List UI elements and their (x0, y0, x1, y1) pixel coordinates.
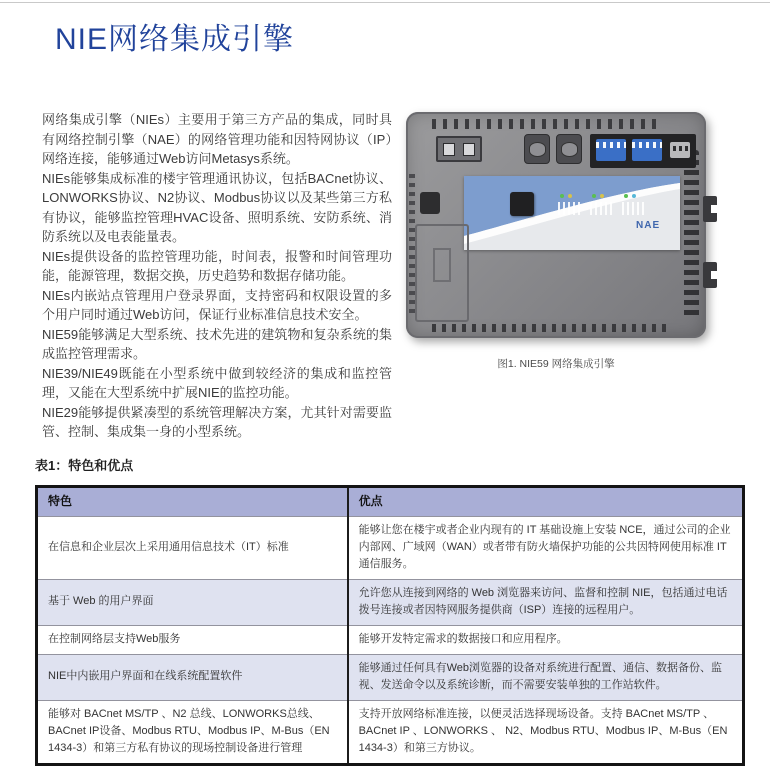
header-feature: 特色 (37, 487, 348, 517)
serial-pinfield (529, 142, 546, 157)
top-divider (0, 2, 770, 3)
feature-cell: 在信息和企业层次上采用通用信息技术（IT）标准 (37, 516, 348, 579)
page-title: NIE网络集成引擎 (55, 23, 295, 56)
device-terminal-band (590, 134, 696, 168)
table-row (37, 625, 744, 654)
benefit-cell: 能够通过任何具有Web浏览器的设备对系统进行配置、通信、数据备份、监视、发送命令以及系统诊断，而不需要安装单独的工作站软件。 (348, 654, 744, 700)
table-row (37, 700, 744, 764)
led-tick-group (590, 202, 612, 215)
panel-switch (510, 192, 534, 216)
intro-paragraph-4: NIEs内嵌站点管理用户登录界面，支持密码和权限设置的多个用户同时通过Web访问，保证行业标准信息技术安全。 (42, 287, 392, 322)
header-benefit: 优点 (348, 487, 744, 517)
door-latch (433, 248, 451, 282)
blue-terminal-block-1 (596, 139, 626, 161)
figure-caption: 图1. NIE59 网络集成引擎 (497, 358, 615, 370)
blue-terminal-block-2 (632, 139, 662, 161)
led-tick-group (558, 202, 580, 215)
din-rail-clip-2 (703, 262, 717, 288)
intro-paragraph-6: NIE39/NIE49既能在小型系统中做到较经济的集成和监控管理，又能在大型系统中扩展NIE的监控功能。 (42, 365, 392, 400)
device-switch (420, 192, 440, 214)
device-serial-port-1 (524, 134, 550, 164)
features-table (35, 485, 745, 766)
port-slot (463, 143, 475, 156)
intro-paragraph-5: NIE59能够满足大型系统、技术先进的建筑物和复杂系统的集成监控管理需求。 (42, 326, 392, 361)
intro-paragraph-2: NIEs能够集成标准的楼宇管理通讯协议，包括BACnet协议、LONWORKS协议、N2协议、Modbus协议以及某些第三方私有协议，能够监控管理HVAC设备、照明系统、安防系统、消防系统以及电表能量表。 (42, 170, 392, 244)
device-label-panel (464, 176, 680, 250)
device-right-vents (684, 150, 699, 320)
table-row (37, 654, 744, 700)
device-serial-port-2 (556, 134, 582, 164)
port-slot (443, 143, 455, 156)
table-header-row (37, 487, 744, 517)
intro-paragraph-7: NIE29能够提供紧凑型的系统管理解决方案，尤其针对需要监管、控制、集成集一身的小型系统。 (42, 404, 392, 439)
intro-paragraph-1: 网络集成引擎（NIEs）主要用于第三方产品的集成，同时具有网络控制引擎（NAE）的网络管理功能和因特网协议（IP）网络连接，能够通过Web访问Metasys系统。 (42, 112, 392, 166)
feature-cell: 基于 Web 的用户界面 (37, 579, 348, 625)
intro-paragraph-3: NIEs提供设备的监控管理功能，时间表，报警和时间管理功能，能源管理，数据交换，历史趋势和数据存储功能。 (42, 248, 392, 283)
feature-cell: 能够对 BACnet MS/TP 、N2 总线、LONWORKS总线、BACnet IP设备、Modbus RTU、Modbus IP、M-Bus（EN 1434-3）和第三方私有协议的现场控制设备进行管理 (37, 700, 348, 764)
nae-logo: NAE (636, 220, 661, 231)
intro-text (42, 110, 392, 442)
device-top-vents (432, 119, 662, 129)
feature-cell: NIE中内嵌用户界面和在线系统配置软件 (37, 654, 348, 700)
table-caption: 表1：特色和优点 (35, 458, 134, 473)
serial-pinfield (561, 142, 578, 157)
figure-nie59 (400, 112, 760, 371)
led-tick-group (622, 202, 644, 215)
din-rail-clip-1 (703, 196, 717, 222)
feature-cell: 在控制网络层支持Web服务 (37, 625, 348, 654)
benefit-cell: 支持开放网络标准连接，以便灵活选择现场设备。支持 BACnet MS/TP 、BACnet IP 、LONWORKS 、 N2、Modbus RTU、Modbus IP、M-Bus（EN 1434-3）和第三方协议。 (348, 700, 744, 764)
features-section (35, 455, 745, 766)
table-row (37, 516, 744, 579)
device-bottom-vents (432, 324, 672, 332)
benefit-cell: 能够开发特定需求的数据接口和应用程序。 (348, 625, 744, 654)
device-photo (406, 112, 706, 338)
benefit-cell: 允许您从连接到网络的 Web 浏览器来访问、监督和控制 NIE，包括通过电话拨号连接或者因特网服务提供商（ISP）连接的远程用户。 (348, 579, 744, 625)
benefit-cell: 能够让您在楼宇或者企业内现有的 IT 基础设施上安装 NCE，通过公司的企业内部网、广域网（WAN）或者带有防火墙保护功能的公共因特网使用标准 IT 通信服务。 (348, 516, 744, 579)
gray-terminal-block (670, 142, 690, 158)
device-ethernet-port (436, 136, 482, 162)
device-access-door (415, 224, 469, 322)
status-led-dots (560, 194, 564, 198)
table-row (37, 579, 744, 625)
